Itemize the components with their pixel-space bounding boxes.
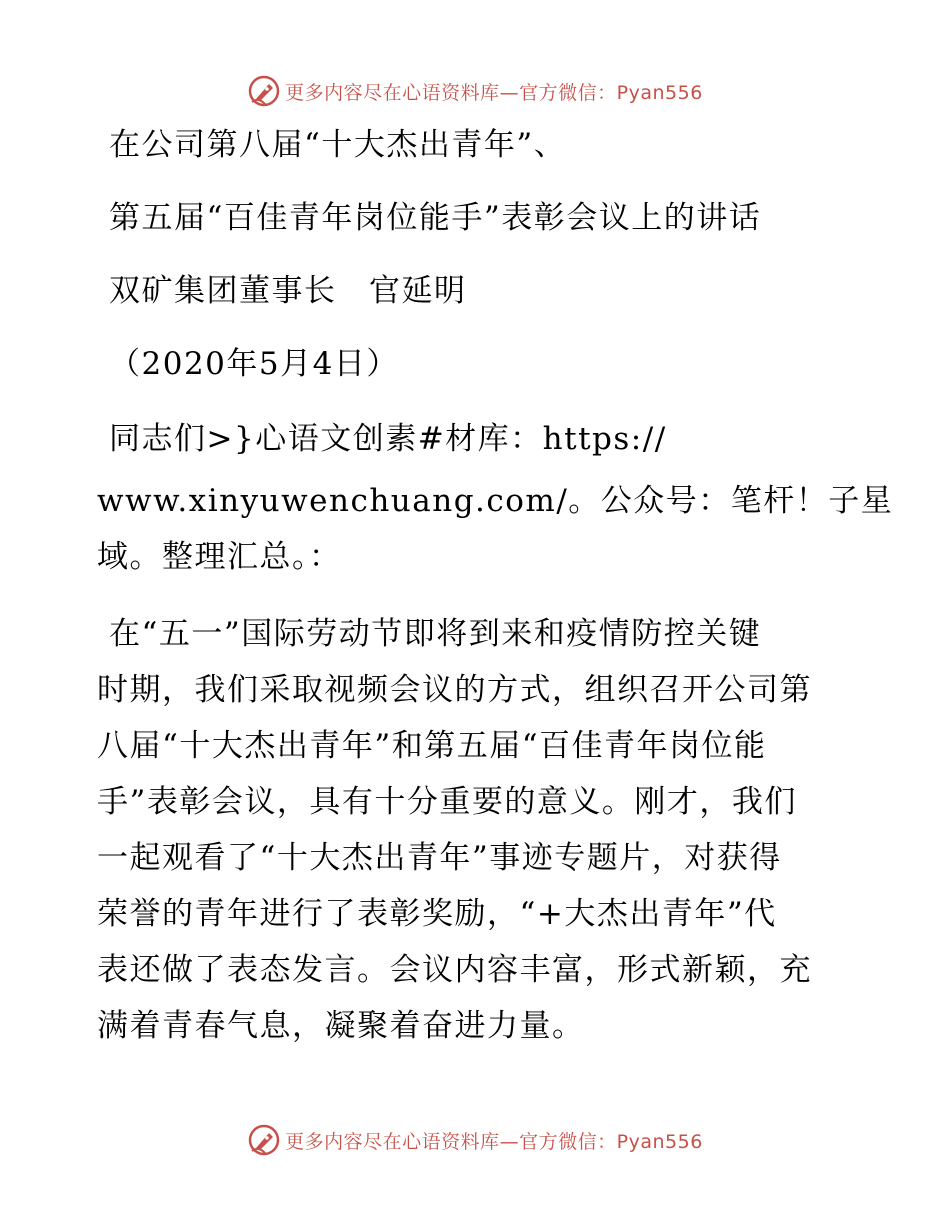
pen-nib-logo-icon: [247, 1123, 281, 1157]
body-row: 在“五一”国际劳动节即将到来和疫情防控关键: [109, 616, 762, 652]
intro-row: www.xinyuwenchuang.com/。公众号：笔杆！子星: [97, 483, 894, 519]
intro-paragraph: [97, 473, 894, 585]
title-line-1: 在公司第八届“十大杰出青年”、: [109, 127, 567, 163]
watermark-handle: Pyan556: [616, 81, 703, 104]
date-line: （2020年5月4日）: [109, 346, 399, 382]
body-paragraph: [97, 606, 857, 1054]
body-row: 一起观看了“十大杰出青年”事迹专题片，对获得: [97, 840, 782, 876]
body-row: 满着青春气息，凝聚着奋进力量。: [97, 1008, 585, 1044]
body-row: 表还做了表态发言。会议内容丰富，形式新颖，充: [97, 952, 812, 988]
body-row: 荣誉的青年进行了表彰奖励，“+大杰出青年”代: [97, 896, 777, 932]
watermark-handle: Pyan556: [616, 1130, 703, 1153]
pen-nib-logo-icon: [247, 74, 281, 108]
title-line-2: 第五届“百佳青年岗位能手”表彰会议上的讲话: [109, 200, 762, 236]
salutation-line: 同志们>}心语文创素#材库：https://: [109, 421, 667, 457]
watermark-text: 更多内容尽在心语资料库—官方微信：Pyan556: [285, 81, 703, 104]
footer-watermark-banner: [0, 1120, 950, 1160]
intro-row: 域。整理汇总。：: [97, 539, 342, 575]
body-row: 手”表彰会议，具有十分重要的意义。刚才，我们: [97, 784, 797, 820]
body-row: 时期，我们采取视频会议的方式，组织召开公司第: [97, 672, 812, 708]
watermark-text: 更多内容尽在心语资料库—官方微信：Pyan556: [285, 1130, 703, 1153]
header-watermark-banner: [0, 71, 950, 111]
body-row: 八届“十大杰出青年”和第五届“百佳青年岗位能: [97, 728, 767, 764]
author-line: 双矿集团董事长 官延明: [109, 273, 467, 309]
